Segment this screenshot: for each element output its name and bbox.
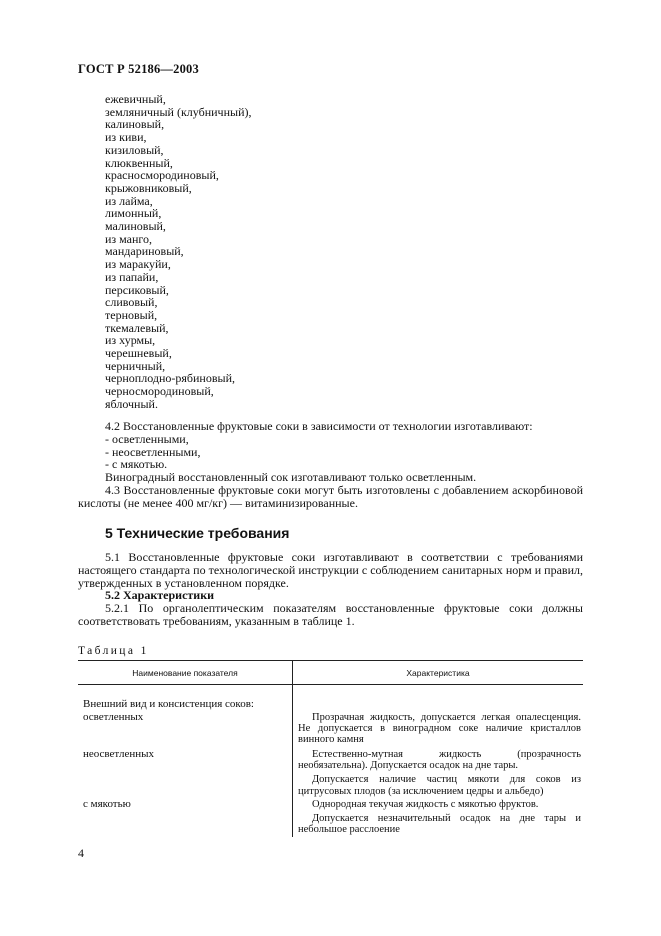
clause-5-2: 5.2 Характеристики [105,588,215,603]
table-header-indicator: Наименование показателя [132,668,238,678]
grape-juice-note: Виноградный восстановленный сок изготавливают только осветленным. [105,470,477,485]
list-item: земляничный (клубничный), [105,104,252,119]
list-item: кизиловый, [105,142,164,157]
clause-4-2-text: 4.2 Восстановленные фруктовые соки в зависимости от технологии изготавливают: [105,419,533,433]
section-5-body [78,551,583,628]
list-item: ежевичный, [105,92,166,106]
dash-item: - осветленными, [105,431,189,446]
document-header: ГОСТ Р 52186—2003 [78,62,199,76]
row-label-pulp: с мякотью [83,798,131,810]
dash-item: - с мякотью. [105,457,168,472]
row-label-unclarified: неосветленных [83,748,155,760]
table-caption: Таблица 1 [78,645,149,657]
page-number: 4 [78,846,84,860]
list-item: яблочный. [105,396,158,411]
clause-5-1: 5.1 Восстановленные фруктовые соки изготавливают в соответствии с требованиями настоящего стандарта по технологической инструкции с соблюдением санитарных норм и правил, утвержденных в установленном порядке. [78,550,583,590]
list-item: из лайма, [105,193,153,208]
cell-text: Естественно-мутная жидкость (прозрачность необязательна). Допускается осадок на дне тары. [298,749,581,772]
list-item: терновый, [105,307,158,322]
list-item: красносмородиновый, [105,168,219,183]
clause-5-2-1: 5.2.1 По органолептическим показателям восстановленные фруктовые соки должны соответствовать требованиям, указанным в таблице 1. [78,601,583,628]
list-item: сливовый, [105,295,158,310]
list-item: черешневый, [105,346,172,361]
list-item: из киви, [105,130,147,145]
list-item: малиновый, [105,219,166,234]
table-rule [78,684,583,685]
row-value-pulp [298,799,581,836]
clause-4-2 [78,420,583,510]
list-item: крыжовниковый, [105,180,192,195]
table-1 [78,660,583,837]
list-item: мандариновый, [105,244,184,259]
list-item: ткемалевый, [105,320,169,335]
list-item: из манго, [105,231,153,246]
list-item: черносмородиновый, [105,384,214,399]
table-rule [78,660,583,661]
list-item: лимонный, [105,206,162,221]
cell-text: Допускается незначительный осадок на дне тары и небольшое расслоение [298,813,581,836]
dash-item: - неосветленными, [105,444,201,459]
section-5-heading: 5 Технические требования [105,525,290,541]
clause-4-3: 4.3 Восстановленные фруктовые соки могут быть изготовлены с добавлением аскорбиновой кислоты (не менее 400 мг/кг) — витаминизированные. [78,482,583,510]
cell-text: Допускается наличие частиц мякоти для соков из цитрусовых плодов (за исключением цедры и альбедо) [298,774,581,797]
list-item: клюквенный, [105,155,173,170]
juice-type-list [105,93,252,411]
list-item: черноплодно-рябиновый, [105,371,235,386]
table-header-characteristic: Характеристика [406,668,470,678]
row-value-unclarified [298,749,581,797]
row-value-clarified [298,712,581,746]
list-item: черничный, [105,358,166,373]
list-item: из хурмы, [105,333,156,348]
cell-text: Однородная текучая жидкость с мякотью фруктов. [312,799,539,810]
cell-text: Прозрачная жидкость, допускается легкая опалесценция. Не допускается в виноградном соке наличие кристаллов винного камня [298,712,581,746]
list-item: калиновый, [105,117,165,132]
row-group-title: Внешний вид и консистенция соков: [83,698,254,710]
list-item: персиковый, [105,282,169,297]
list-item: из маракуйи, [105,257,171,272]
table-divider [292,660,293,837]
list-item: из папайи, [105,269,159,284]
row-label-clarified: осветленных [83,711,144,723]
